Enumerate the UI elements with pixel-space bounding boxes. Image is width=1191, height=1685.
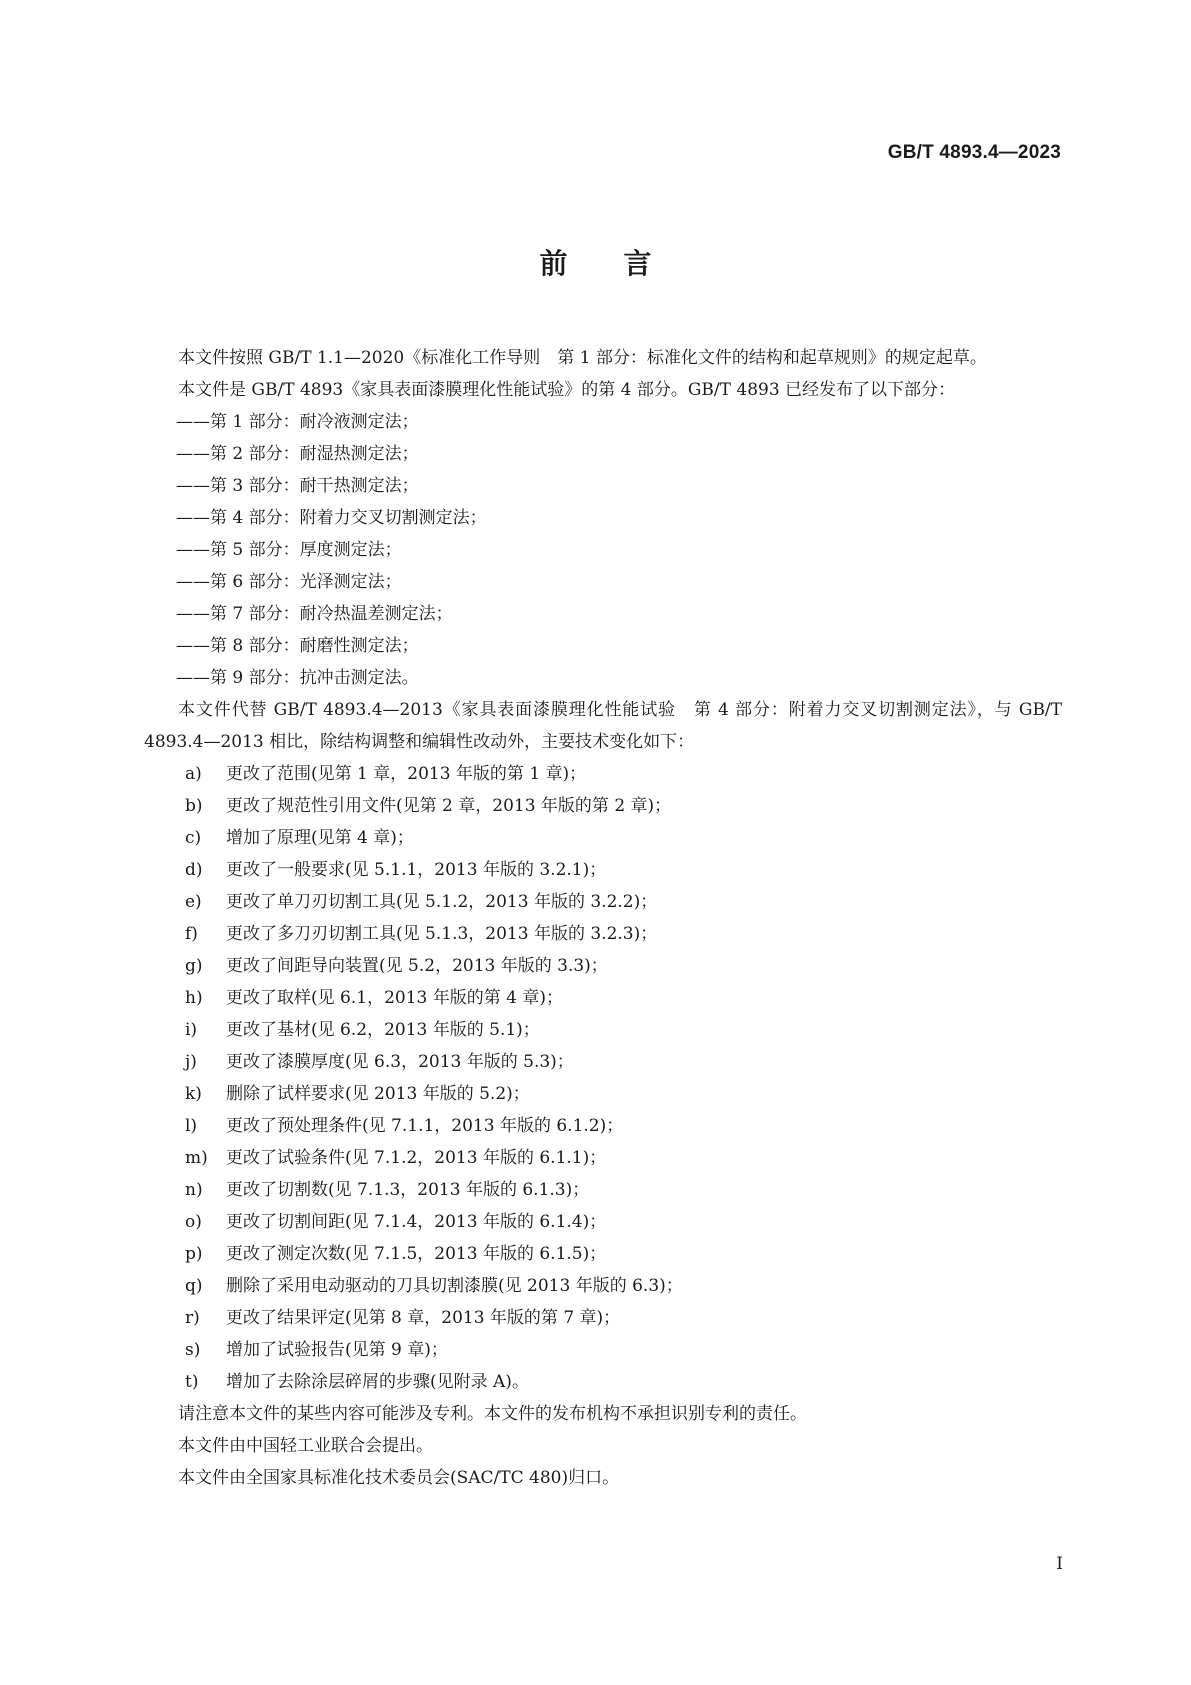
item-text: 更改了结果评定(见第 8 章，2013 年版的第 7 章)； xyxy=(226,1308,621,1328)
item-letter: f) xyxy=(185,924,198,944)
item-text: 增加了原理(见第 4 章)； xyxy=(226,828,414,848)
item-letter: e) xyxy=(185,892,202,912)
item-letter: a) xyxy=(185,764,202,784)
list-item: ——第 9 部分：抗冲击测定法。 xyxy=(176,668,419,688)
list-item: ——第 8 部分：耐磨性测定法； xyxy=(176,636,419,656)
list-item xyxy=(144,1014,1062,1046)
paragraph-committee: 本文件由全国家具标准化技术委员会(SAC/TC 480)归口。 xyxy=(178,1468,620,1488)
item-letter: s) xyxy=(185,1340,201,1360)
item-letter: c) xyxy=(185,828,202,848)
item-text: 更改了预处理条件(见 7.1.1，2013 年版的 6.1.2)； xyxy=(226,1116,624,1136)
list-item xyxy=(144,1110,1062,1142)
list-item xyxy=(144,1366,1062,1398)
list-item xyxy=(144,854,1062,886)
paragraph-replacement-info: 本文件代替 GB/T 4893.4—2013《家具表面漆膜理化性能试验 第 4 部分：附着力交叉切割测定法》，与 GB/T 4893.4—2013 相比，除结构调整和编辑性改动外，主要技术变化如下： xyxy=(144,700,1062,752)
item-text: 更改了范围(见第 1 章，2013 年版的第 1 章)； xyxy=(226,764,587,784)
list-item xyxy=(144,790,1062,822)
list-item xyxy=(144,1078,1062,1110)
item-text: 更改了切割间距(见 7.1.4，2013 年版的 6.1.4)； xyxy=(226,1212,607,1232)
preface-body xyxy=(144,342,1062,1494)
item-letter: k) xyxy=(185,1084,202,1104)
item-letter: r) xyxy=(185,1308,200,1328)
item-text: 更改了基材(见 6.2，2013 年版的 5.1)； xyxy=(226,1020,540,1040)
item-text: 更改了取样(见 6.1，2013 年版的第 4 章)； xyxy=(226,988,563,1008)
item-text: 增加了去除涂层碎屑的步骤(见附录 A)。 xyxy=(226,1372,529,1392)
item-text: 更改了切割数(见 7.1.3，2013 年版的 6.1.3)； xyxy=(226,1180,590,1200)
list-item: ——第 5 部分：厚度测定法； xyxy=(176,540,402,560)
list-item xyxy=(144,1174,1062,1206)
standard-code: GB/T 4893.4—2023 xyxy=(887,142,1061,163)
item-letter: g) xyxy=(185,956,203,976)
item-letter: m) xyxy=(185,1148,208,1168)
list-item: ——第 1 部分：耐冷液测定法； xyxy=(176,412,419,432)
list-item xyxy=(144,950,1062,982)
item-text: 更改了试验条件(见 7.1.2，2013 年版的 6.1.1)； xyxy=(226,1148,607,1168)
parts-list xyxy=(144,406,1062,694)
item-letter: b) xyxy=(185,796,203,816)
item-text: 删除了试样要求(见 2013 年版的 5.2)； xyxy=(226,1084,530,1104)
item-text: 更改了测定次数(见 7.1.5，2013 年版的 6.1.5)； xyxy=(226,1244,607,1264)
paragraph-series-info: 本文件是 GB/T 4893《家具表面漆膜理化性能试验》的第 4 部分。GB/T 4893 已经发布了以下部分： xyxy=(178,380,956,400)
list-item: ——第 7 部分：耐冷热温差测定法； xyxy=(176,604,453,624)
list-item: ——第 4 部分：附着力交叉切割测定法； xyxy=(176,508,487,528)
item-letter: p) xyxy=(185,1244,203,1264)
list-item xyxy=(144,758,1062,790)
item-text: 更改了间距导向装置(见 5.2，2013 年版的 3.3)； xyxy=(226,956,608,976)
list-item: ——第 6 部分：光泽测定法； xyxy=(176,572,402,592)
item-letter: j) xyxy=(185,1052,197,1072)
paragraph-patent-notice: 请注意本文件的某些内容可能涉及专利。本文件的发布机构不承担识别专利的责任。 xyxy=(178,1404,807,1424)
changes-list xyxy=(144,758,1062,1398)
item-text: 更改了多刀刃切割工具(见 5.1.3，2013 年版的 3.2.3)； xyxy=(226,924,658,944)
item-letter: i) xyxy=(185,1020,198,1040)
page-number: I xyxy=(1056,1554,1063,1574)
item-letter: n) xyxy=(185,1180,203,1200)
item-text: 更改了漆膜厚度(见 6.3，2013 年版的 5.3)； xyxy=(226,1052,574,1072)
list-item xyxy=(144,1206,1062,1238)
item-letter: d) xyxy=(185,860,203,880)
item-letter: t) xyxy=(185,1372,199,1392)
item-letter: o) xyxy=(185,1212,202,1232)
list-item xyxy=(144,1270,1062,1302)
list-item xyxy=(144,982,1062,1014)
list-item: ——第 2 部分：耐湿热测定法； xyxy=(176,444,419,464)
item-text: 更改了单刀刃切割工具(见 5.1.2，2013 年版的 3.2.2)； xyxy=(226,892,658,912)
list-item xyxy=(144,1238,1062,1270)
list-item xyxy=(144,886,1062,918)
list-item xyxy=(144,1046,1062,1078)
item-letter: l) xyxy=(185,1116,198,1136)
list-item: ——第 3 部分：耐干热测定法； xyxy=(176,476,419,496)
list-item xyxy=(144,1302,1062,1334)
list-item xyxy=(144,1334,1062,1366)
paragraph-drafting-rules: 本文件按照 GB/T 1.1—2020《标准化工作导则 第 1 部分：标准化文件的结构和起草规则》的规定起草。 xyxy=(178,348,987,368)
list-item xyxy=(144,1142,1062,1174)
item-text: 更改了规范性引用文件(见第 2 章，2013 年版的第 2 章)； xyxy=(226,796,672,816)
item-text: 增加了试验报告(见第 9 章)； xyxy=(226,1340,448,1360)
item-letter: q) xyxy=(185,1276,203,1296)
item-text: 更改了一般要求(见 5.1.1，2013 年版的 3.2.1)； xyxy=(226,860,607,880)
list-item xyxy=(144,822,1062,854)
paragraph-proposer: 本文件由中国轻工业联合会提出。 xyxy=(178,1436,433,1456)
list-item xyxy=(144,918,1062,950)
item-letter: h) xyxy=(185,988,203,1008)
item-text: 删除了采用电动驱动的刀具切割漆膜(见 2013 年版的 6.3)； xyxy=(226,1276,683,1296)
page-title: 前言 xyxy=(539,247,708,280)
